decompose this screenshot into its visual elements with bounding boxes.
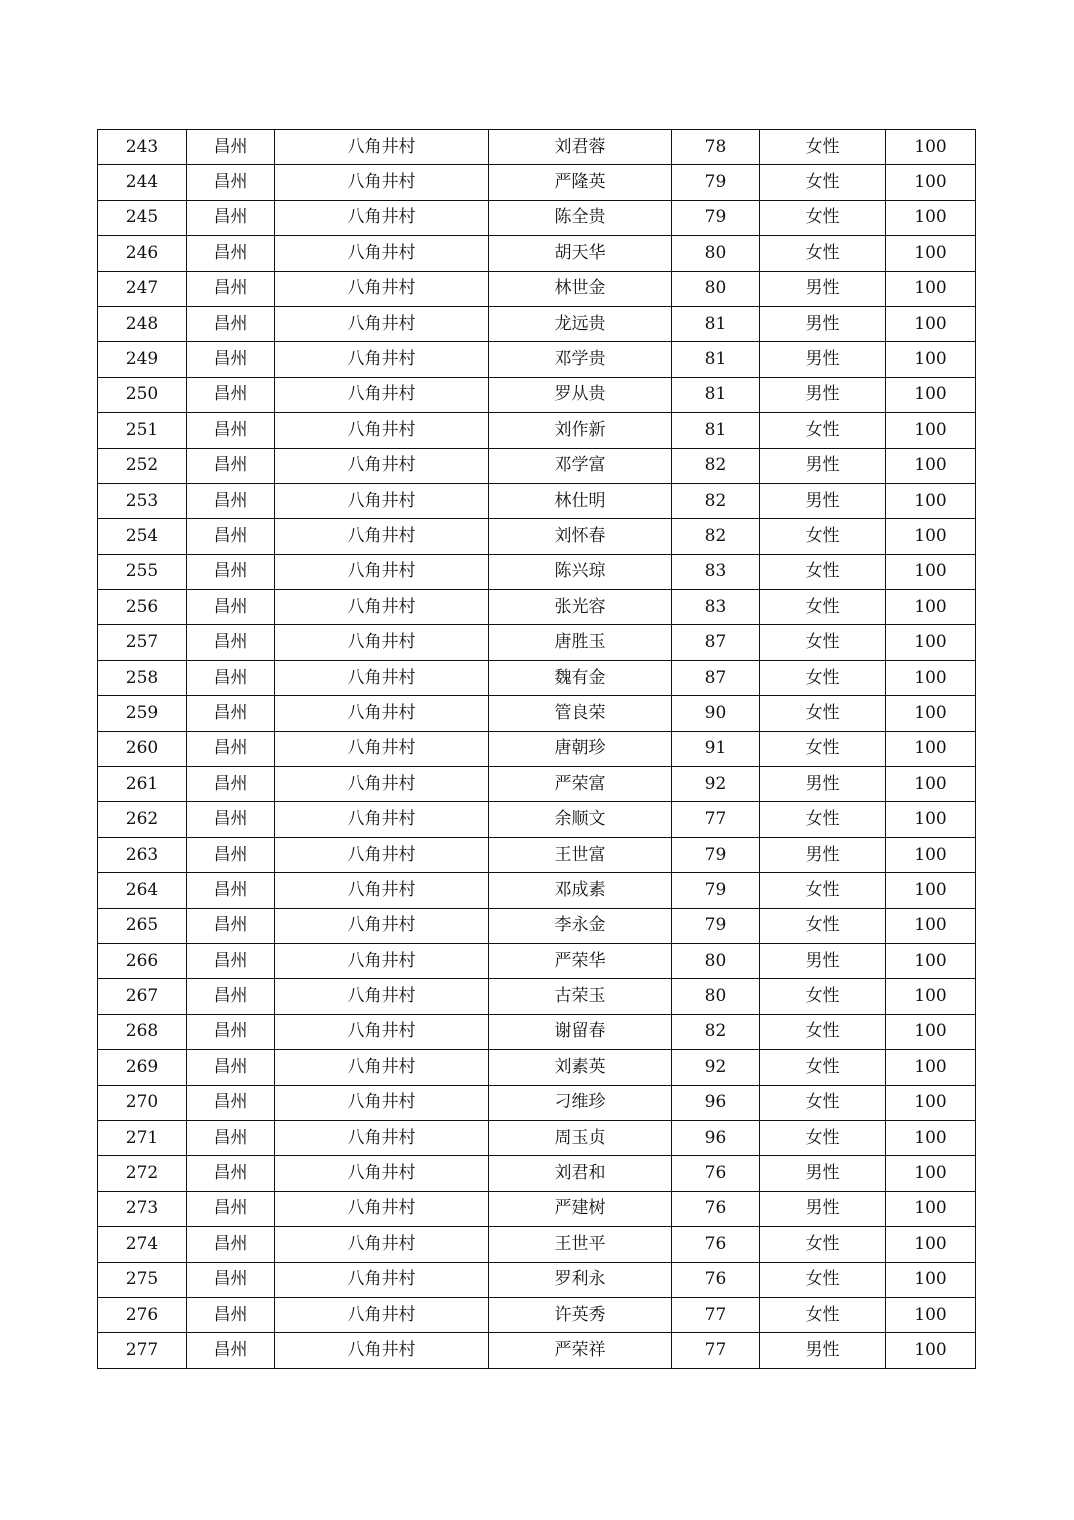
- town-cell: 昌州: [187, 1014, 275, 1049]
- row-number-cell: 258: [98, 660, 187, 695]
- amount-cell: 100: [886, 802, 976, 837]
- amount-cell: 100: [886, 1156, 976, 1191]
- gender-cell: 女性: [760, 165, 886, 200]
- village-cell: 八角井村: [275, 1120, 489, 1155]
- gender-cell: 男性: [760, 483, 886, 518]
- row-number-cell: 269: [98, 1050, 187, 1085]
- row-number-cell: 261: [98, 767, 187, 802]
- age-cell: 80: [672, 236, 760, 271]
- gender-cell: 女性: [760, 236, 886, 271]
- village-cell: 八角井村: [275, 342, 489, 377]
- name-cell: 刘素英: [489, 1050, 672, 1085]
- name-cell: 陈全贵: [489, 200, 672, 235]
- row-number-cell: 256: [98, 590, 187, 625]
- amount-cell: 100: [886, 1333, 976, 1368]
- name-cell: 罗利永: [489, 1262, 672, 1297]
- row-number-cell: 270: [98, 1085, 187, 1120]
- gender-cell: 女性: [760, 731, 886, 766]
- village-cell: 八角井村: [275, 767, 489, 802]
- amount-cell: 100: [886, 696, 976, 731]
- gender-cell: 男性: [760, 1191, 886, 1226]
- gender-cell: 女性: [760, 554, 886, 589]
- gender-cell: 女性: [760, 590, 886, 625]
- village-cell: 八角井村: [275, 1227, 489, 1262]
- row-number-cell: 263: [98, 837, 187, 872]
- village-cell: 八角井村: [275, 236, 489, 271]
- town-cell: 昌州: [187, 873, 275, 908]
- age-cell: 90: [672, 696, 760, 731]
- amount-cell: 100: [886, 1085, 976, 1120]
- village-cell: 八角井村: [275, 802, 489, 837]
- roster-table-body: [98, 130, 976, 1369]
- table-row: [98, 660, 976, 695]
- village-cell: 八角井村: [275, 519, 489, 554]
- gender-cell: 女性: [760, 413, 886, 448]
- gender-cell: 女性: [760, 130, 886, 165]
- village-cell: 八角井村: [275, 590, 489, 625]
- table-row: [98, 413, 976, 448]
- name-cell: 严荣华: [489, 943, 672, 978]
- town-cell: 昌州: [187, 1297, 275, 1332]
- name-cell: 刘怀春: [489, 519, 672, 554]
- table-row: [98, 767, 976, 802]
- table-row: [98, 165, 976, 200]
- age-cell: 77: [672, 802, 760, 837]
- row-number-cell: 248: [98, 306, 187, 341]
- row-number-cell: 252: [98, 448, 187, 483]
- amount-cell: 100: [886, 1191, 976, 1226]
- age-cell: 82: [672, 519, 760, 554]
- gender-cell: 男性: [760, 271, 886, 306]
- amount-cell: 100: [886, 519, 976, 554]
- village-cell: 八角井村: [275, 413, 489, 448]
- table-row: [98, 483, 976, 518]
- village-cell: 八角井村: [275, 696, 489, 731]
- table-row: [98, 342, 976, 377]
- gender-cell: 女性: [760, 908, 886, 943]
- town-cell: 昌州: [187, 271, 275, 306]
- town-cell: 昌州: [187, 165, 275, 200]
- gender-cell: 女性: [760, 660, 886, 695]
- village-cell: 八角井村: [275, 1085, 489, 1120]
- row-number-cell: 265: [98, 908, 187, 943]
- town-cell: 昌州: [187, 979, 275, 1014]
- table-row: [98, 519, 976, 554]
- amount-cell: 100: [886, 200, 976, 235]
- age-cell: 79: [672, 200, 760, 235]
- amount-cell: 100: [886, 306, 976, 341]
- table-row: [98, 590, 976, 625]
- gender-cell: 男性: [760, 342, 886, 377]
- amount-cell: 100: [886, 590, 976, 625]
- village-cell: 八角井村: [275, 660, 489, 695]
- town-cell: 昌州: [187, 660, 275, 695]
- table-row: [98, 1120, 976, 1155]
- age-cell: 76: [672, 1227, 760, 1262]
- row-number-cell: 249: [98, 342, 187, 377]
- town-cell: 昌州: [187, 448, 275, 483]
- row-number-cell: 251: [98, 413, 187, 448]
- name-cell: 王世平: [489, 1227, 672, 1262]
- table-row: [98, 625, 976, 660]
- table-row: [98, 1156, 976, 1191]
- amount-cell: 100: [886, 554, 976, 589]
- table-row: [98, 731, 976, 766]
- table-row: [98, 802, 976, 837]
- age-cell: 79: [672, 837, 760, 872]
- town-cell: 昌州: [187, 908, 275, 943]
- town-cell: 昌州: [187, 306, 275, 341]
- gender-cell: 男性: [760, 943, 886, 978]
- name-cell: 严荣祥: [489, 1333, 672, 1368]
- gender-cell: 女性: [760, 1262, 886, 1297]
- age-cell: 76: [672, 1191, 760, 1226]
- amount-cell: 100: [886, 731, 976, 766]
- village-cell: 八角井村: [275, 130, 489, 165]
- amount-cell: 100: [886, 873, 976, 908]
- village-cell: 八角井村: [275, 1297, 489, 1332]
- table-row: [98, 1227, 976, 1262]
- row-number-cell: 275: [98, 1262, 187, 1297]
- row-number-cell: 264: [98, 873, 187, 908]
- table-row: [98, 979, 976, 1014]
- age-cell: 96: [672, 1085, 760, 1120]
- amount-cell: 100: [886, 413, 976, 448]
- name-cell: 邓学贵: [489, 342, 672, 377]
- town-cell: 昌州: [187, 554, 275, 589]
- table-row: [98, 837, 976, 872]
- name-cell: 刘君和: [489, 1156, 672, 1191]
- village-cell: 八角井村: [275, 377, 489, 412]
- name-cell: 胡天华: [489, 236, 672, 271]
- amount-cell: 100: [886, 837, 976, 872]
- name-cell: 林仕明: [489, 483, 672, 518]
- table-row: [98, 1050, 976, 1085]
- age-cell: 83: [672, 554, 760, 589]
- table-row: [98, 1297, 976, 1332]
- age-cell: 77: [672, 1297, 760, 1332]
- amount-cell: 100: [886, 979, 976, 1014]
- village-cell: 八角井村: [275, 625, 489, 660]
- town-cell: 昌州: [187, 483, 275, 518]
- village-cell: 八角井村: [275, 873, 489, 908]
- gender-cell: 女性: [760, 1120, 886, 1155]
- name-cell: 古荣玉: [489, 979, 672, 1014]
- name-cell: 谢留春: [489, 1014, 672, 1049]
- village-cell: 八角井村: [275, 1014, 489, 1049]
- row-number-cell: 267: [98, 979, 187, 1014]
- row-number-cell: 259: [98, 696, 187, 731]
- row-number-cell: 266: [98, 943, 187, 978]
- amount-cell: 100: [886, 483, 976, 518]
- name-cell: 龙远贵: [489, 306, 672, 341]
- village-cell: 八角井村: [275, 306, 489, 341]
- table-row: [98, 696, 976, 731]
- amount-cell: 100: [886, 1227, 976, 1262]
- table-row: [98, 873, 976, 908]
- amount-cell: 100: [886, 1014, 976, 1049]
- name-cell: 严隆英: [489, 165, 672, 200]
- amount-cell: 100: [886, 625, 976, 660]
- age-cell: 79: [672, 873, 760, 908]
- age-cell: 78: [672, 130, 760, 165]
- row-number-cell: 271: [98, 1120, 187, 1155]
- row-number-cell: 274: [98, 1227, 187, 1262]
- amount-cell: 100: [886, 342, 976, 377]
- amount-cell: 100: [886, 236, 976, 271]
- amount-cell: 100: [886, 660, 976, 695]
- village-cell: 八角井村: [275, 554, 489, 589]
- village-cell: 八角井村: [275, 1050, 489, 1085]
- village-cell: 八角井村: [275, 483, 489, 518]
- name-cell: 王世富: [489, 837, 672, 872]
- age-cell: 81: [672, 377, 760, 412]
- town-cell: 昌州: [187, 1085, 275, 1120]
- name-cell: 管良荣: [489, 696, 672, 731]
- town-cell: 昌州: [187, 1191, 275, 1226]
- age-cell: 80: [672, 271, 760, 306]
- name-cell: 陈兴琼: [489, 554, 672, 589]
- row-number-cell: 253: [98, 483, 187, 518]
- town-cell: 昌州: [187, 943, 275, 978]
- gender-cell: 女性: [760, 625, 886, 660]
- age-cell: 87: [672, 660, 760, 695]
- name-cell: 刘君蓉: [489, 130, 672, 165]
- roster-table: [97, 129, 976, 1369]
- age-cell: 82: [672, 448, 760, 483]
- name-cell: 严荣富: [489, 767, 672, 802]
- gender-cell: 女性: [760, 1085, 886, 1120]
- amount-cell: 100: [886, 130, 976, 165]
- gender-cell: 男性: [760, 377, 886, 412]
- gender-cell: 男性: [760, 1333, 886, 1368]
- row-number-cell: 268: [98, 1014, 187, 1049]
- gender-cell: 女性: [760, 200, 886, 235]
- gender-cell: 女性: [760, 1014, 886, 1049]
- village-cell: 八角井村: [275, 943, 489, 978]
- table-row: [98, 130, 976, 165]
- name-cell: 李永金: [489, 908, 672, 943]
- gender-cell: 女性: [760, 979, 886, 1014]
- table-row: [98, 1262, 976, 1297]
- amount-cell: 100: [886, 165, 976, 200]
- age-cell: 81: [672, 342, 760, 377]
- row-number-cell: 272: [98, 1156, 187, 1191]
- table-row: [98, 1085, 976, 1120]
- table-row: [98, 1014, 976, 1049]
- town-cell: 昌州: [187, 1050, 275, 1085]
- gender-cell: 男性: [760, 1156, 886, 1191]
- age-cell: 83: [672, 590, 760, 625]
- row-number-cell: 254: [98, 519, 187, 554]
- town-cell: 昌州: [187, 130, 275, 165]
- name-cell: 林世金: [489, 271, 672, 306]
- row-number-cell: 243: [98, 130, 187, 165]
- town-cell: 昌州: [187, 1262, 275, 1297]
- row-number-cell: 276: [98, 1297, 187, 1332]
- village-cell: 八角井村: [275, 448, 489, 483]
- table-row: [98, 271, 976, 306]
- name-cell: 周玉贞: [489, 1120, 672, 1155]
- table-row: [98, 236, 976, 271]
- age-cell: 82: [672, 1014, 760, 1049]
- row-number-cell: 277: [98, 1333, 187, 1368]
- name-cell: 余顺文: [489, 802, 672, 837]
- village-cell: 八角井村: [275, 1156, 489, 1191]
- age-cell: 80: [672, 943, 760, 978]
- town-cell: 昌州: [187, 731, 275, 766]
- village-cell: 八角井村: [275, 271, 489, 306]
- village-cell: 八角井村: [275, 979, 489, 1014]
- age-cell: 77: [672, 1333, 760, 1368]
- gender-cell: 女性: [760, 1297, 886, 1332]
- town-cell: 昌州: [187, 200, 275, 235]
- amount-cell: 100: [886, 448, 976, 483]
- gender-cell: 男性: [760, 837, 886, 872]
- table-row: [98, 1333, 976, 1368]
- age-cell: 92: [672, 1050, 760, 1085]
- name-cell: 张光容: [489, 590, 672, 625]
- town-cell: 昌州: [187, 342, 275, 377]
- row-number-cell: 260: [98, 731, 187, 766]
- row-number-cell: 246: [98, 236, 187, 271]
- row-number-cell: 250: [98, 377, 187, 412]
- village-cell: 八角井村: [275, 165, 489, 200]
- amount-cell: 100: [886, 908, 976, 943]
- town-cell: 昌州: [187, 377, 275, 412]
- name-cell: 刁维珍: [489, 1085, 672, 1120]
- age-cell: 79: [672, 165, 760, 200]
- age-cell: 96: [672, 1120, 760, 1155]
- town-cell: 昌州: [187, 236, 275, 271]
- town-cell: 昌州: [187, 625, 275, 660]
- age-cell: 79: [672, 908, 760, 943]
- row-number-cell: 257: [98, 625, 187, 660]
- gender-cell: 男性: [760, 767, 886, 802]
- table-row: [98, 908, 976, 943]
- name-cell: 罗从贵: [489, 377, 672, 412]
- age-cell: 76: [672, 1156, 760, 1191]
- village-cell: 八角井村: [275, 1191, 489, 1226]
- gender-cell: 女性: [760, 802, 886, 837]
- row-number-cell: 255: [98, 554, 187, 589]
- name-cell: 邓学富: [489, 448, 672, 483]
- village-cell: 八角井村: [275, 200, 489, 235]
- row-number-cell: 262: [98, 802, 187, 837]
- amount-cell: 100: [886, 271, 976, 306]
- name-cell: 唐胜玉: [489, 625, 672, 660]
- table-row: [98, 306, 976, 341]
- age-cell: 80: [672, 979, 760, 1014]
- amount-cell: 100: [886, 1297, 976, 1332]
- gender-cell: 女性: [760, 696, 886, 731]
- village-cell: 八角井村: [275, 908, 489, 943]
- town-cell: 昌州: [187, 413, 275, 448]
- age-cell: 81: [672, 306, 760, 341]
- town-cell: 昌州: [187, 767, 275, 802]
- name-cell: 唐朝珍: [489, 731, 672, 766]
- amount-cell: 100: [886, 1050, 976, 1085]
- age-cell: 76: [672, 1262, 760, 1297]
- name-cell: 邓成素: [489, 873, 672, 908]
- amount-cell: 100: [886, 377, 976, 412]
- town-cell: 昌州: [187, 837, 275, 872]
- town-cell: 昌州: [187, 1333, 275, 1368]
- row-number-cell: 273: [98, 1191, 187, 1226]
- name-cell: 刘作新: [489, 413, 672, 448]
- town-cell: 昌州: [187, 519, 275, 554]
- gender-cell: 女性: [760, 873, 886, 908]
- town-cell: 昌州: [187, 1227, 275, 1262]
- town-cell: 昌州: [187, 1156, 275, 1191]
- village-cell: 八角井村: [275, 1333, 489, 1368]
- amount-cell: 100: [886, 1262, 976, 1297]
- gender-cell: 女性: [760, 519, 886, 554]
- age-cell: 92: [672, 767, 760, 802]
- amount-cell: 100: [886, 767, 976, 802]
- row-number-cell: 244: [98, 165, 187, 200]
- row-number-cell: 247: [98, 271, 187, 306]
- age-cell: 87: [672, 625, 760, 660]
- amount-cell: 100: [886, 943, 976, 978]
- table-row: [98, 943, 976, 978]
- gender-cell: 男性: [760, 306, 886, 341]
- row-number-cell: 245: [98, 200, 187, 235]
- table-row: [98, 554, 976, 589]
- gender-cell: 女性: [760, 1227, 886, 1262]
- amount-cell: 100: [886, 1120, 976, 1155]
- town-cell: 昌州: [187, 802, 275, 837]
- age-cell: 91: [672, 731, 760, 766]
- table-row: [98, 448, 976, 483]
- town-cell: 昌州: [187, 590, 275, 625]
- age-cell: 82: [672, 483, 760, 518]
- age-cell: 81: [672, 413, 760, 448]
- village-cell: 八角井村: [275, 1262, 489, 1297]
- name-cell: 严建树: [489, 1191, 672, 1226]
- village-cell: 八角井村: [275, 837, 489, 872]
- table-row: [98, 377, 976, 412]
- name-cell: 许英秀: [489, 1297, 672, 1332]
- table-row: [98, 200, 976, 235]
- village-cell: 八角井村: [275, 731, 489, 766]
- gender-cell: 男性: [760, 448, 886, 483]
- town-cell: 昌州: [187, 696, 275, 731]
- name-cell: 魏有金: [489, 660, 672, 695]
- town-cell: 昌州: [187, 1120, 275, 1155]
- gender-cell: 女性: [760, 1050, 886, 1085]
- table-row: [98, 1191, 976, 1226]
